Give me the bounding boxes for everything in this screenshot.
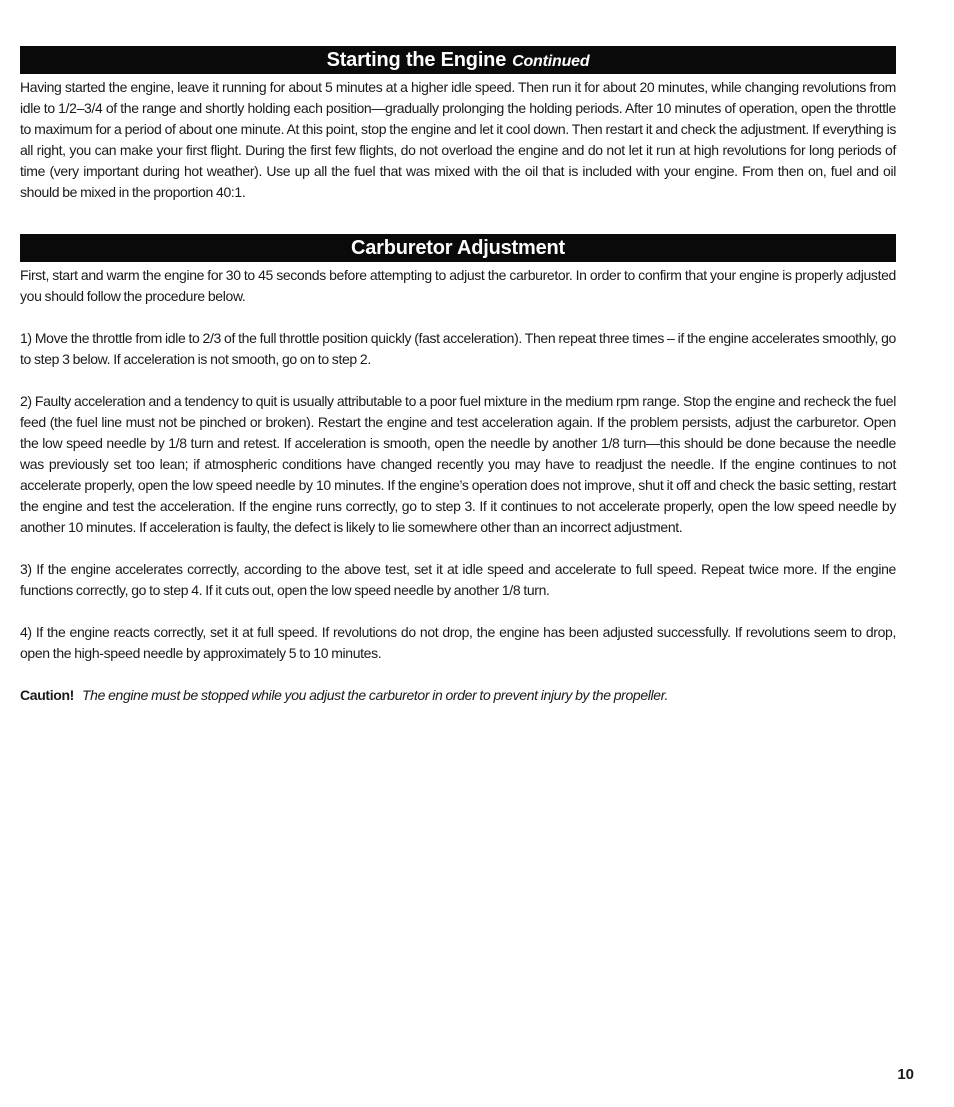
carburetor-intro-paragraph: First, start and warm the engine for 30 to 45 seconds before attempting to adjust the carburetor. In order to confirm that your engine is properly adjusted you should follow the procedure below.: [20, 267, 896, 304]
starting-engine-paragraph: Having started the engine, leave it running for about 5 minutes at a higher idle speed. Then run it for about 20 minutes, while changing revolutions from idle to 1/2–3/4 of the range and shortly holding each position—gradually prolonging the holding periods. After 10 minutes of operation, open the throttle to maximum for a period of about one minute. At this point, stop the engine and let it cool down. Then restart it and check the adjustment. If everything is all right, you can make your first flight. During the first few flights, do not overload the engine and do not let it run at high revolutions for long periods of time (very important during hot weather). Use up all the fuel that was mixed with the oil that is included with your engine. From then on, fuel and oil should be mixed in the proportion 40:1.: [20, 79, 896, 200]
page-content: [20, 46, 896, 706]
step-4-paragraph: 4) If the engine reacts correctly, set it at full speed. If revolutions do not drop, the engine has been adjusted successfully. If revolutions seem to drop, open the high-speed needle by approximately 5 to 10 minutes.: [20, 624, 896, 661]
caution-note: [20, 685, 896, 706]
section-header-carburetor-adjustment: [20, 234, 896, 262]
step-1-paragraph: 1) Move the throttle from idle to 2/3 of the full throttle position quickly (fast acceleration). Then repeat three times – if the engine accelerates smoothly, go to step 3 below. If acceleration is not smooth, go on to step 2.: [20, 330, 896, 367]
step-2-paragraph: 2) Faulty acceleration and a tendency to quit is usually attributable to a poor fuel mixture in the medium rpm range. Stop the engine and recheck the fuel feed (the fuel line must not be pinched or broken). Restart the engine and test acceleration again. If the problem persists, adjust the carburetor. Open the low speed needle by 1/8 turn and retest. If acceleration is smooth, open the needle by another 1/8 turn—this should be done because the needle was previously set too lean; if atmospheric conditions have changed recently you may have to readjust the needle. If the engine continues to not accelerate properly, open the low speed needle by 10 minutes. If the engine’s operation does not improve, shut it off and check the basic setting, restart the engine and test the acceleration. If the engine runs correctly, go to step 3. If it continues to not accelerate properly, open the low speed needle by another 10 minutes. If acceleration is faulty, the defect is likely to lie somewhere other than an incorrect adjustment.: [20, 393, 896, 535]
page-number: 10: [897, 1066, 914, 1083]
section-title: Carburetor Adjustment: [351, 237, 565, 259]
step-3-paragraph: 3) If the engine accelerates correctly, according to the above test, set it at idle speed and accelerate to full speed. Repeat twice more. If the engine functions correctly, go to step 4. If it cuts out, open the low speed needle by another 1/8 turn.: [20, 561, 896, 598]
section-subtitle: Continued: [512, 53, 590, 70]
caution-text: The engine must be stopped while you adjust the carburetor in order to prevent injury by the propeller.: [81, 687, 669, 703]
section-title: Starting the Engine: [326, 49, 507, 71]
caution-label: Caution!: [20, 687, 74, 703]
section-header-starting-engine: [20, 46, 896, 74]
